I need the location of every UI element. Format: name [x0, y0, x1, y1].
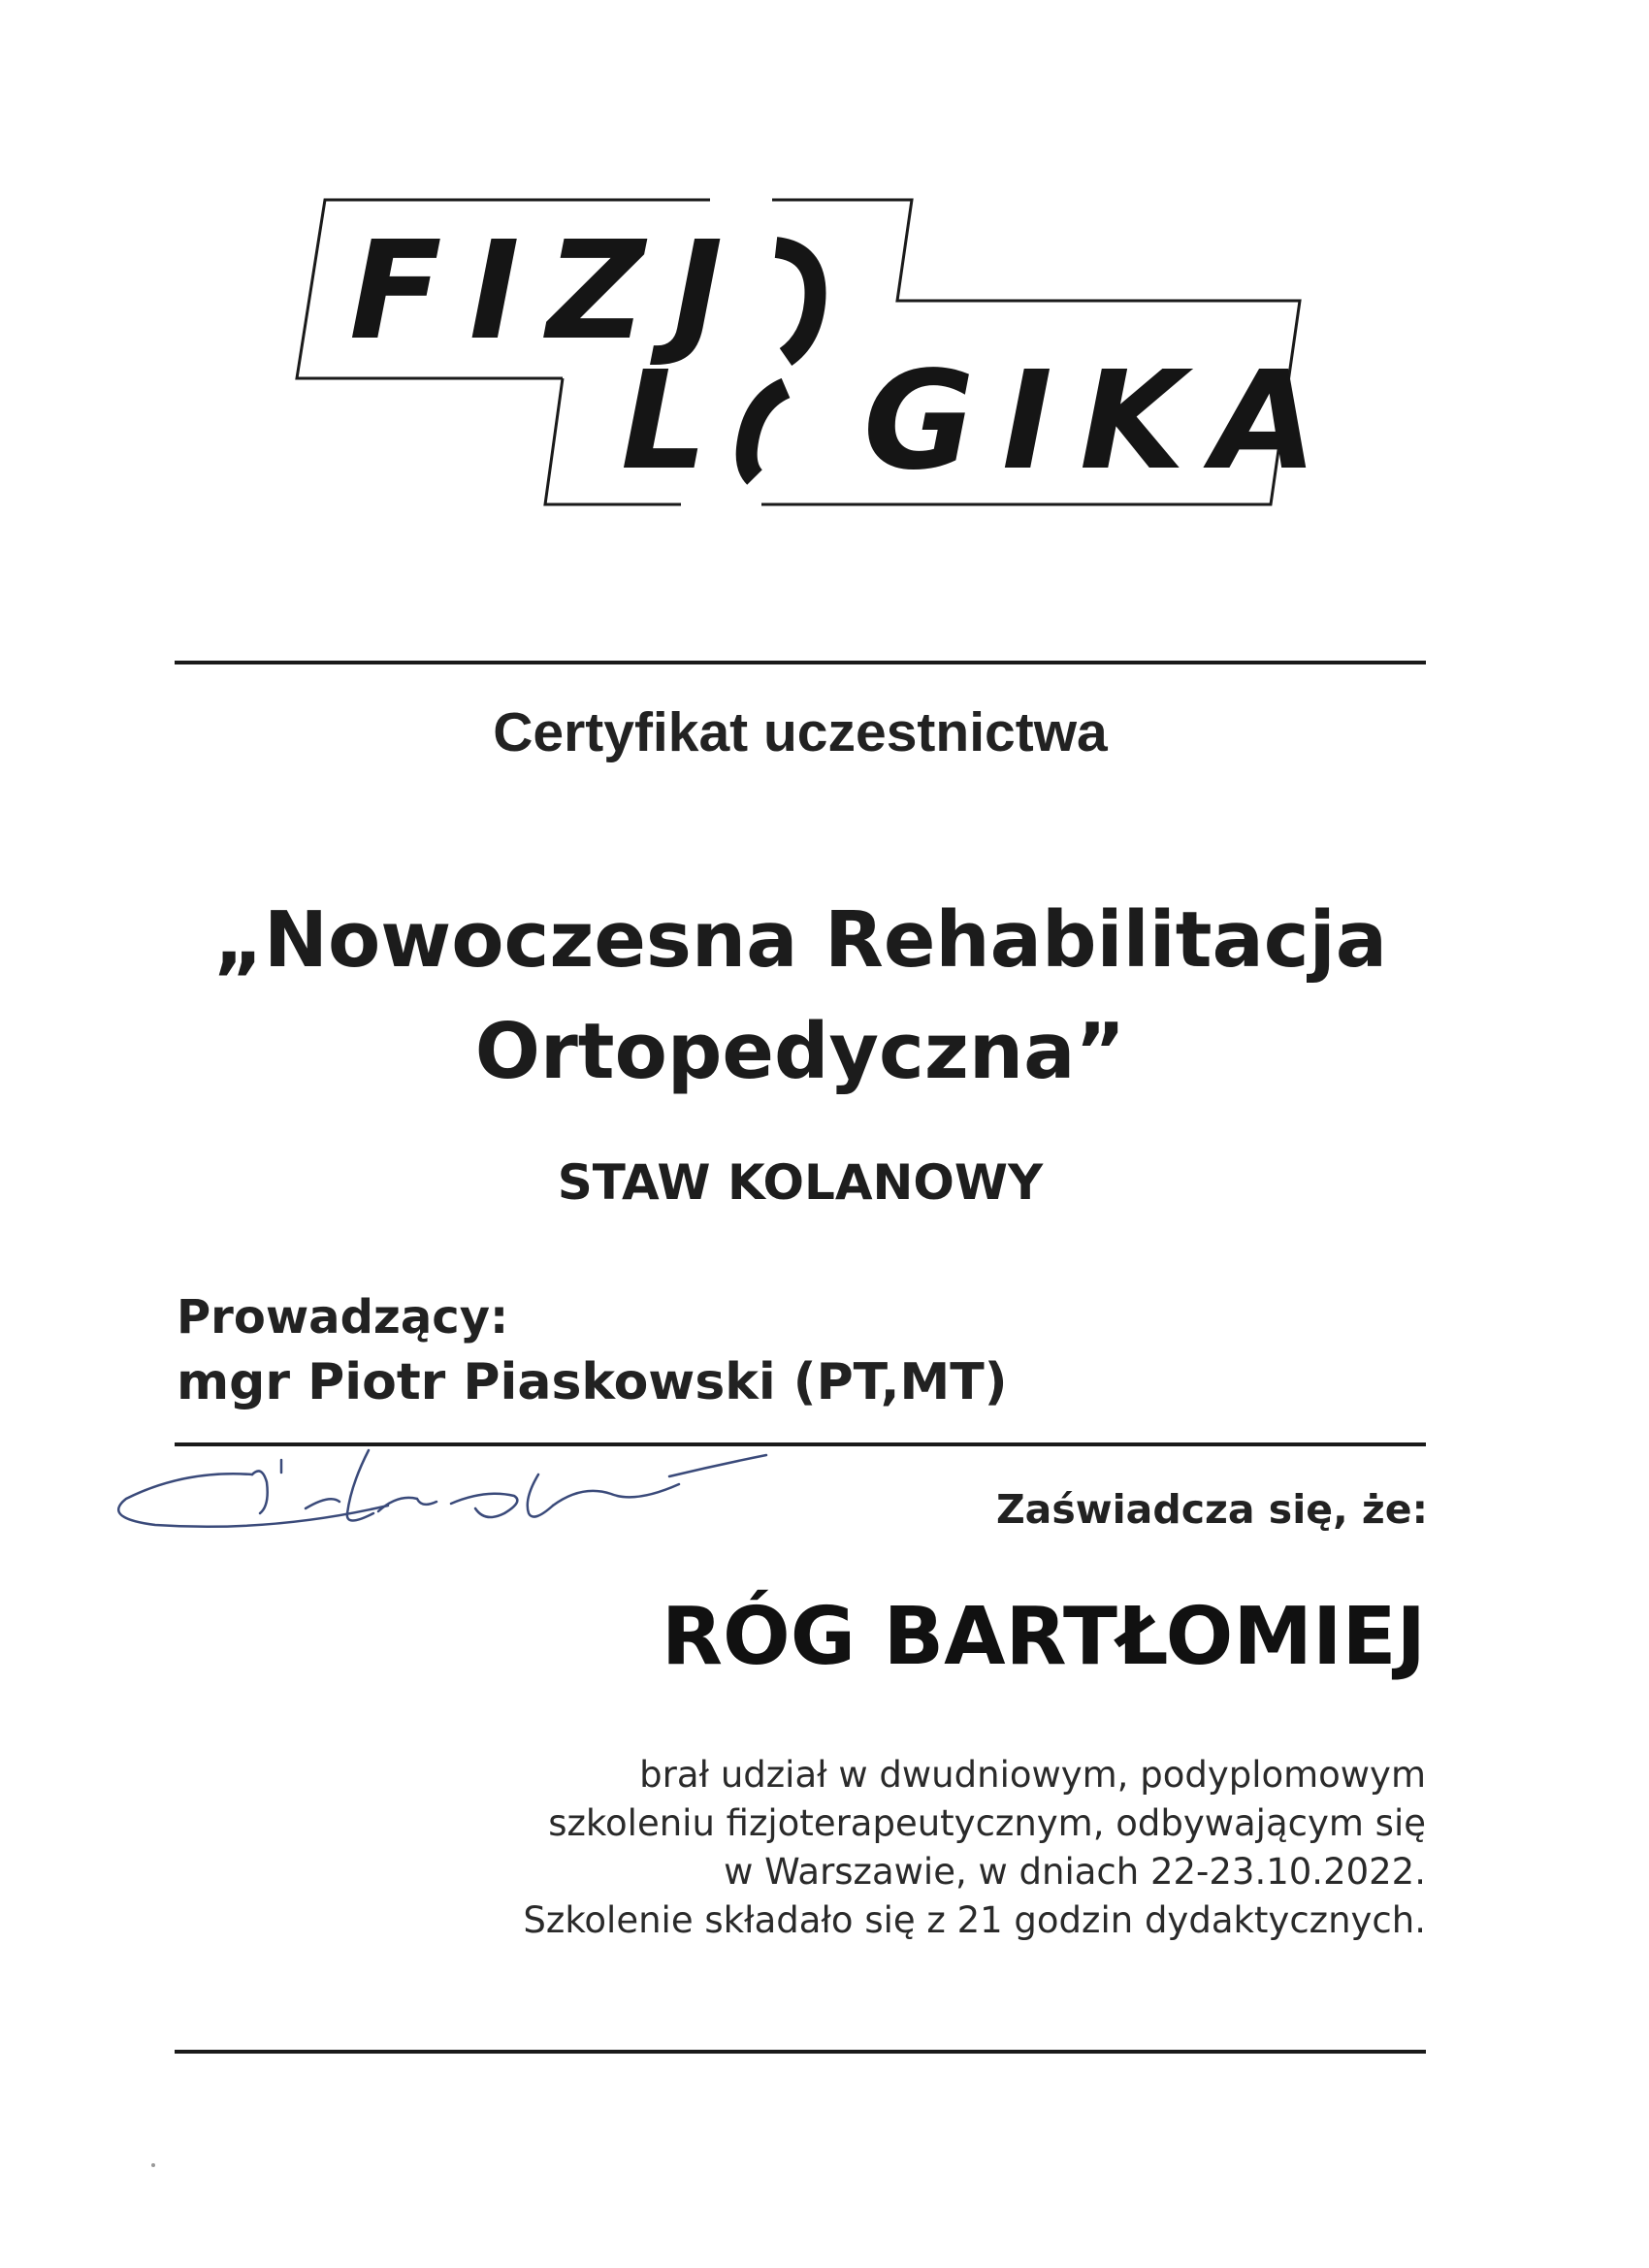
logo-graphic: [291, 194, 1344, 509]
course-subtitle: STAW KOLANOWY: [557, 1154, 1044, 1211]
scan-speck: [151, 2163, 155, 2167]
logo-text-bottom-left: L: [621, 342, 735, 501]
attestation-intro: Zaświadcza się, że:: [995, 1486, 1428, 1533]
fizjologika-logo: [291, 194, 1344, 509]
trainer-label: Prowadzący:: [177, 1290, 509, 1345]
trainer-name: mgr Piotr Piaskowski (PT,MT): [177, 1353, 1008, 1411]
course-description: [456, 1751, 1426, 1945]
description-line-4: Szkolenie składało się z 21 godzin dydaktycznych.: [523, 1899, 1426, 1941]
description-line-3: w Warszawie, w dniach 22-23.10.2022.: [724, 1851, 1426, 1893]
course-title: [0, 885, 1600, 1108]
logo-o-top-half: [776, 247, 816, 357]
description-line-1: brał udział w dwudniowym, podyplomowym: [639, 1754, 1426, 1796]
description-line-2: szkoleniu fizjoterapeutycznym, odbywającym się: [548, 1802, 1426, 1844]
certificate-type: Certyfikat uczestnictwa: [493, 701, 1108, 763]
logo-text-bottom-right: GIKA: [863, 342, 1344, 501]
divider-bottom: [175, 2050, 1426, 2054]
logo-o-bottom-half: [747, 388, 786, 477]
course-title-line-2: Ortopedyczna”: [474, 1007, 1126, 1096]
logo-text-top: FIZJ: [349, 212, 751, 371]
divider-top: [175, 661, 1426, 664]
participant-name: RÓG BARTŁOMIEJ: [661, 1591, 1426, 1683]
course-title-line-1: „Nowoczesna Rehabilitacja: [212, 895, 1388, 985]
handwritten-signature: [97, 1416, 776, 1542]
